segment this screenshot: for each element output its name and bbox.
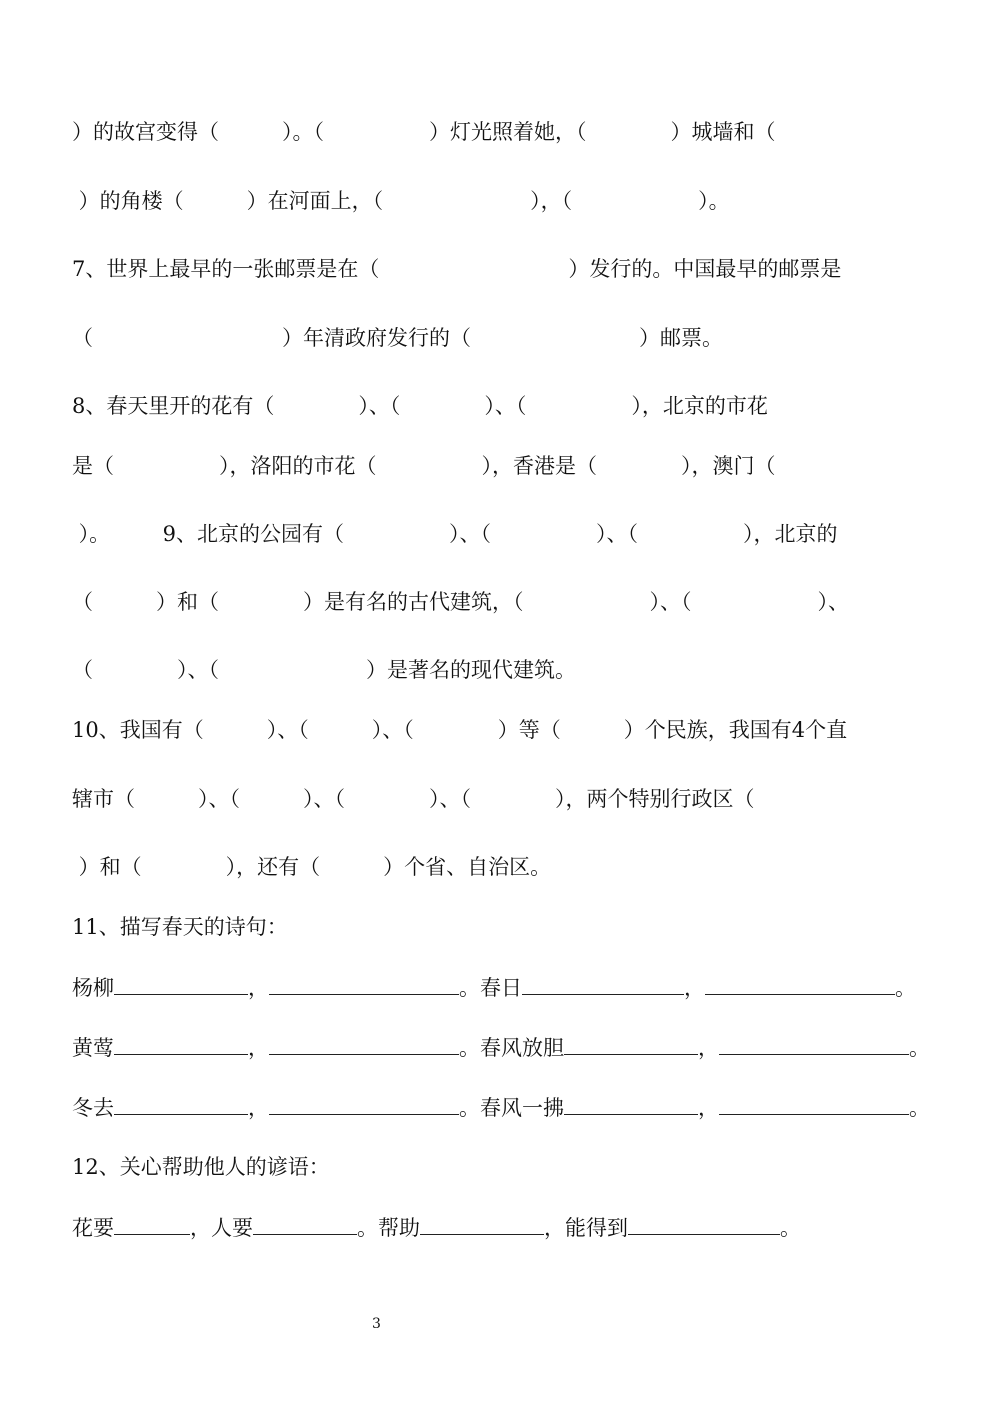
answer-blank[interactable] — [420, 1212, 544, 1235]
text-line: （ ）、（ ）是著名的现代建筑。 — [72, 658, 576, 682]
text-line: ）和（ ），还有（ ）个省、自治区。 — [72, 855, 552, 879]
poem-line-3 — [72, 1092, 930, 1123]
answer-blank[interactable] — [719, 1092, 909, 1115]
question-10-line: 10、我国有（ ）、（ ）、（ ）等（ ）个民族，我国有4个直 — [72, 718, 848, 742]
poem-line-2 — [72, 1032, 930, 1063]
poem-text: 黄莺 — [72, 1036, 114, 1060]
answer-blank[interactable] — [114, 1092, 248, 1115]
poem-line-1 — [72, 972, 916, 1003]
text-line: ）的故宫变得（ ）。（ ）灯光照着她，（ ）城墙和（ — [72, 120, 776, 144]
answer-blank[interactable] — [114, 972, 248, 995]
poem-text: ， — [698, 1096, 719, 1120]
text-line: ）的角楼（ ）在河面上，（ ），（ ）。 — [72, 189, 730, 213]
answer-blank[interactable] — [705, 972, 895, 995]
answer-blank[interactable] — [564, 1092, 698, 1115]
poem-text: 。春日 — [459, 976, 522, 1000]
answer-blank[interactable] — [522, 972, 684, 995]
proverb-text: 花要 — [72, 1216, 114, 1240]
poem-text: 。春风一拂 — [459, 1096, 564, 1120]
question-7-line: 7、世界上最早的一张邮票是在（ ）发行的。中国最早的邮票是 — [72, 257, 842, 281]
proverb-text: ，人要 — [190, 1216, 253, 1240]
poem-text: ， — [248, 1036, 269, 1060]
question-8-line: 8、春天里开的花有（ ）、（ ）、（ ），北京的市花 — [72, 394, 768, 418]
poem-text: ， — [684, 976, 705, 1000]
answer-blank[interactable] — [269, 1032, 459, 1055]
text-line: （ ）和（ ）是有名的古代建筑，（ ）、（ ）、 — [72, 590, 849, 614]
proverb-text: 。 — [780, 1216, 801, 1240]
answer-blank[interactable] — [269, 1092, 459, 1115]
answer-blank[interactable] — [628, 1212, 780, 1235]
question-12-title: 12、关心帮助他人的谚语： — [72, 1155, 330, 1179]
answer-blank[interactable] — [269, 972, 459, 995]
proverb-text: ，能得到 — [544, 1216, 628, 1240]
answer-blank[interactable] — [253, 1212, 357, 1235]
answer-blank[interactable] — [564, 1032, 698, 1055]
poem-text: ， — [248, 976, 269, 1000]
poem-text: ， — [698, 1036, 719, 1060]
proverb-line — [72, 1212, 801, 1243]
poem-text: 。 — [909, 1036, 930, 1060]
poem-text: 。春风放胆 — [459, 1036, 564, 1060]
answer-blank[interactable] — [114, 1032, 248, 1055]
poem-text: 。 — [909, 1096, 930, 1120]
poem-text: 。 — [895, 976, 916, 1000]
text-line: 是（ ），洛阳的市花（ ），香港是（ ），澳门（ — [72, 454, 776, 478]
proverb-text: 。帮助 — [357, 1216, 420, 1240]
poem-text: 冬去 — [72, 1096, 114, 1120]
question-9-line: ）。 9、北京的公园有（ ）、（ ）、（ ），北京的 — [72, 522, 838, 546]
answer-blank[interactable] — [719, 1032, 909, 1055]
text-line: （ ）年清政府发行的（ ）邮票。 — [72, 326, 723, 350]
poem-text: ， — [248, 1096, 269, 1120]
poem-text: 杨柳 — [72, 976, 114, 1000]
text-line: 辖市（ ）、（ ）、（ ）、（ ），两个特别行政区（ — [72, 787, 755, 811]
page-number: 3 — [372, 1316, 381, 1332]
question-11-title: 11、描写春天的诗句： — [72, 915, 288, 939]
answer-blank[interactable] — [114, 1212, 190, 1235]
